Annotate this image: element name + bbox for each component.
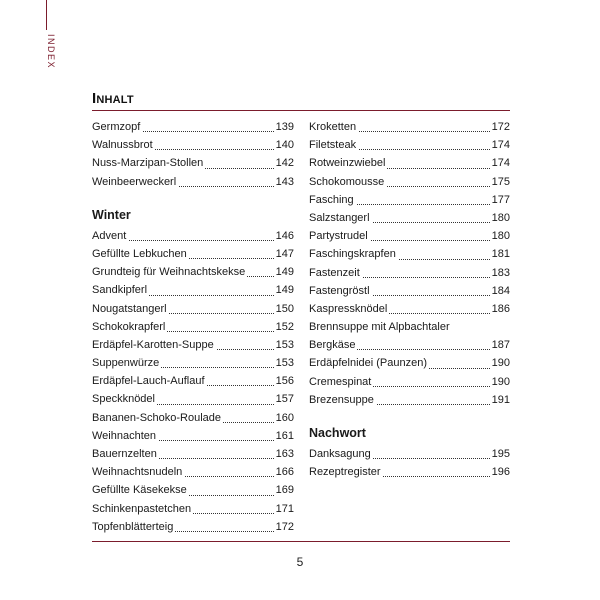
toc-entry-page: 196 [490,463,510,481]
toc-entry-page: 166 [274,463,294,481]
toc-entry-title: Bauernzelten [92,445,159,463]
toc-entry-title: Sandkipferl [92,281,149,299]
toc-entry-page: 171 [274,500,294,518]
toc-entry-title: Rezeptregister [309,463,383,481]
toc-entry[interactable] [309,191,510,209]
toc-entry[interactable] [92,481,294,499]
toc-entry-title: Fastengröstl [309,282,372,300]
toc-entry-page: 187 [490,336,510,354]
toc-entry-title: Advent [92,227,128,245]
toc-entry-title: Nuss-Marzipan-Stollen [92,154,205,172]
toc-entry[interactable] [309,354,510,372]
toc-entry-page: 174 [490,136,510,154]
toc-entry[interactable] [92,154,294,172]
toc-entry-page: 161 [274,427,294,445]
toc-entry-page: 180 [490,227,510,245]
side-label-index: INDEX [46,34,56,70]
toc-entry[interactable] [92,318,294,336]
toc-entry-title: Erdäpfel-Lauch-Auflauf [92,372,207,390]
toc-entry[interactable] [92,372,294,390]
toc-entry[interactable] [309,173,510,191]
toc-entry[interactable] [309,391,510,409]
toc-entry-page: 149 [274,263,294,281]
toc-entry[interactable] [309,209,510,227]
toc-entry-title: Brezensuppe [309,391,376,409]
toc-entry[interactable] [309,136,510,154]
toc-entry[interactable] [309,445,510,463]
toc-entry[interactable] [309,373,510,391]
page-title: Inhalt [92,90,134,107]
section-title-winter: Winter [92,207,131,222]
toc-entry-title: Fasching [309,191,356,209]
toc-entry-page: 160 [274,409,294,427]
toc-entry-page: 149 [274,281,294,299]
toc-entry-wrapped-line1[interactable]: Brennsuppe mit Alpbachtaler [309,321,450,334]
toc-entry-page: 140 [274,136,294,154]
toc-entry-title: Grundteig für Weihnachtskekse [92,263,247,281]
toc-entry-page: 184 [490,282,510,300]
toc-entry-page: 172 [490,118,510,136]
toc-right-column [309,118,510,481]
top-divider [92,110,510,111]
toc-entry[interactable] [309,154,510,172]
toc-entry-page: 143 [274,173,294,191]
toc-entry-page: 186 [490,300,510,318]
toc-entry[interactable] [309,118,510,136]
toc-entry-page: 142 [274,154,294,172]
toc-left-top-list [92,118,294,191]
toc-entry[interactable] [92,445,294,463]
toc-entry-page: 139 [274,118,294,136]
toc-entry[interactable] [92,518,294,536]
toc-entry[interactable] [309,227,510,245]
toc-winter-list [92,227,294,536]
toc-entry-title: Speckknödel [92,390,157,408]
section-title-nachwort: Nachwort [309,426,366,440]
toc-entry-title: Nougatstangerl [92,300,169,318]
toc-nachwort-list [309,445,510,481]
toc-entry-page: 175 [490,173,510,191]
toc-entry-title: Cremespinat [309,373,373,391]
toc-entry[interactable] [92,118,294,136]
toc-entry-page: 153 [274,336,294,354]
bottom-divider [92,541,510,542]
toc-entry[interactable] [92,409,294,427]
toc-entry-title: Weihnachten [92,427,158,445]
toc-entry[interactable] [92,463,294,481]
toc-entry-wrapped-line2[interactable] [309,336,510,354]
toc-entry-page: 153 [274,354,294,372]
toc-entry-page: 147 [274,245,294,263]
toc-entry-title: Germzopf [92,118,142,136]
toc-entry-title: Kaspressknödel [309,300,389,318]
toc-entry-title: Erdäpfel-Karotten-Suppe [92,336,216,354]
toc-entry[interactable] [92,136,294,154]
toc-right-top-list [309,118,510,318]
toc-entry-title: Partystrudel [309,227,370,245]
toc-entry-page: 156 [274,372,294,390]
toc-entry-title: Schokokrapferl [92,318,167,336]
toc-entry-title: Gefüllte Käsekekse [92,481,189,499]
toc-entry[interactable] [92,390,294,408]
page-number: 5 [296,555,304,569]
toc-entry-page: 157 [274,390,294,408]
toc-entry-page: 183 [490,264,510,282]
toc-entry-title: Walnussbrot [92,136,155,154]
toc-entry-title: Schinkenpastetchen [92,500,193,518]
toc-entry-title: Filetsteak [309,136,358,154]
toc-entry[interactable] [309,264,510,282]
toc-entry-title: Schokomousse [309,173,386,191]
toc-entry-page: 152 [274,318,294,336]
toc-entry-title: Bergkäse [309,336,357,354]
toc-entry-title: Salzstangerl [309,209,372,227]
toc-entry-page: 180 [490,209,510,227]
toc-entry-title: Danksagung [309,445,373,463]
toc-entry-page: 190 [490,354,510,372]
toc-entry-title: Weihnachtsnudeln [92,463,184,481]
toc-entry-page: 195 [490,445,510,463]
toc-entry-title: Erdäpfelnidei (Paunzen) [309,354,429,372]
toc-entry[interactable] [92,427,294,445]
toc-entry-page: 191 [490,391,510,409]
toc-entry-page: 190 [490,373,510,391]
toc-entry-title: Bananen-Schoko-Roulade [92,409,223,427]
toc-entry[interactable] [92,500,294,518]
toc-entry[interactable] [92,263,294,281]
toc-entry-title: Suppenwürze [92,354,161,372]
toc-entry-page: 169 [274,481,294,499]
toc-entry[interactable] [92,245,294,263]
toc-entry-title: Gefüllte Lebkuchen [92,245,189,263]
toc-right-after-list [309,354,510,409]
toc-entry[interactable] [92,281,294,299]
toc-entry-title: Fastenzeit [309,264,362,282]
toc-entry-title: Topfenblätterteig [92,518,175,536]
toc-entry-page: 172 [274,518,294,536]
toc-entry[interactable] [309,300,510,318]
toc-entry-title: Weinbeerweckerl [92,173,178,191]
toc-entry[interactable] [309,245,510,263]
side-rule [46,0,47,30]
toc-entry[interactable] [92,300,294,318]
toc-entry-page: 150 [274,300,294,318]
toc-entry-page: 174 [490,154,510,172]
toc-entry[interactable] [92,336,294,354]
toc-entry-page: 177 [490,191,510,209]
toc-entry-title: Faschingskrapfen [309,245,398,263]
toc-entry[interactable] [309,282,510,300]
toc-entry-page: 146 [274,227,294,245]
toc-entry-page: 163 [274,445,294,463]
toc-left-column [92,118,294,536]
toc-entry-title: Kroketten [309,118,358,136]
toc-entry[interactable] [92,173,294,191]
toc-entry-title: Rotweinzwiebel [309,154,387,172]
toc-entry-page: 181 [490,245,510,263]
toc-entry[interactable] [92,354,294,372]
toc-entry[interactable] [309,463,510,481]
toc-entry[interactable] [92,227,294,245]
